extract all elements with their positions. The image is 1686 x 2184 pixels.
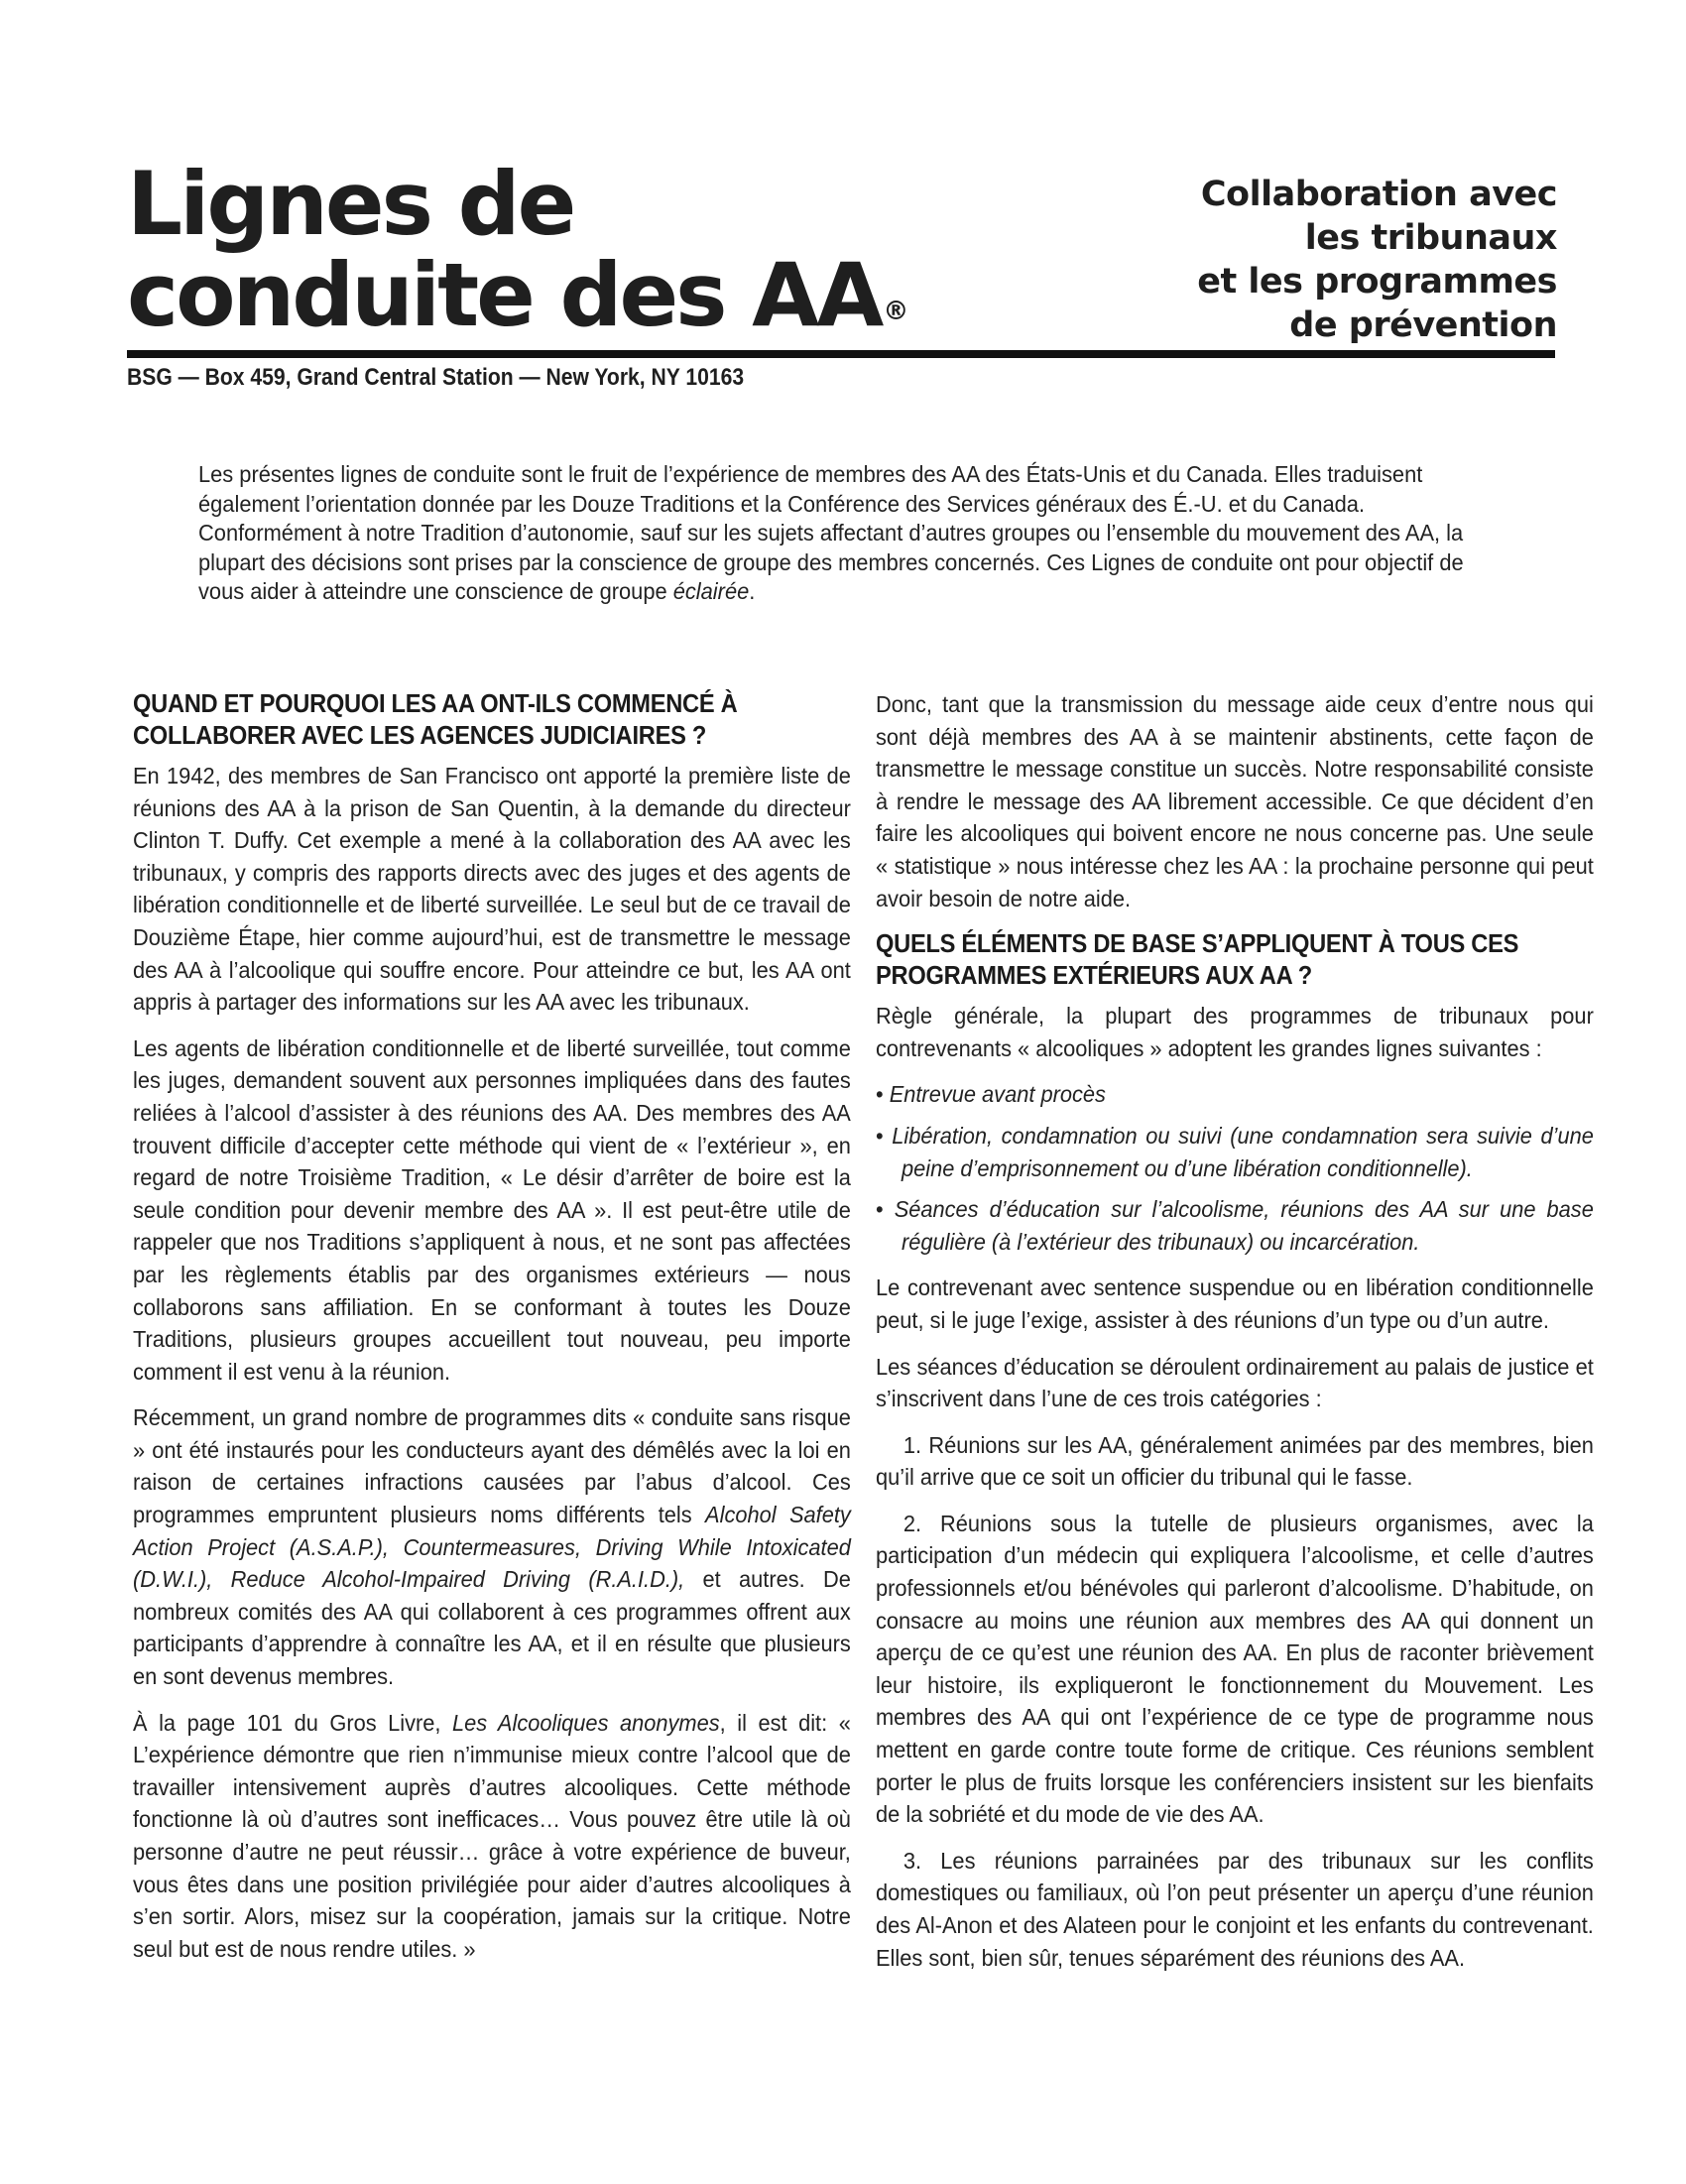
intro-emphasis: éclairée: [672, 578, 750, 604]
paragraph-message-success: Donc, tant que la transmission du message aide ceux d’entre nous qui sont déjà membres des AA à se maintenir abstinents, cette façon de transmettre le message constitue un succès. Notre responsabilité consiste à rendre le message des AA librement accessible. Ce que décident d’en faire les alcooliques qui boivent encore ne nous concerne pas. Une seule « statistique » nous intéresse chez les AA : la prochaine personne qui peut avoir besoin de notre aide.: [876, 691, 1594, 911]
section-heading-when-why: QUAND ET POURQUOI LES AA ONT-ILS COMMENCÉ À COLLABORER AVEC LES AGENCES JUDICIAIRES ?: [133, 690, 738, 750]
numbered-item-3: 3. Les réunions parrainées par des tribunaux sur les conflits domestiques ou familiaux, où l’on peut présenter un aperçu d’une réunion des Al-Anon et des Alateen pour le conjoint et les enfants du contrevenant. Elles sont, bien sûr, tenues séparément des réunions des AA.: [876, 1847, 1594, 1971]
list-item: • Libération, condamnation ou suivi (une condamnation sera suivie d’une peine d’emprisonnement ou d’une libération conditionnelle).: [876, 1120, 1594, 1184]
list-item: • Séances d’éducation sur l’alcoolisme, réunions des AA sur une base régulière (à l’extérieur des tribunaux) ou incarcération.: [876, 1193, 1594, 1258]
list-item: • Entrevue avant procès: [876, 1078, 1594, 1111]
paragraph-general-rule: Règle générale, la plupart des programmes de tribunaux pour contrevenants « alcooliques » adoptent les grandes lignes suivantes :: [876, 1003, 1594, 1061]
numbered-item-1: 1. Réunions sur les AA, généralement animées par des membres, bien qu’il arrive que ce soit un officier du tribunal qui le fasse.: [876, 1431, 1594, 1491]
title-line-1: Lignes de: [127, 153, 574, 255]
paragraph-safe-driving: Récemment, un grand nombre de programmes dits « conduite sans risque » ont été instaurés pour les conducteurs ayant des démêlés avec la loi en raison de certaines infractions causées par l’abus d’alcool. Ces programmes empruntent plusieurs noms différents tels Alcohol Safety Action Project (A.S.A.P.), Countermeasures, Driving While Intoxicated (D.W.I.), Reduce Alcohol-Impaired Driving (R.A.I.D.), et autres. De nombreux comités des AA qui collaborent à ces programmes offrent aux participants d’apprendre à connaître les AA, et il en résulte que plusieurs en sont devenus membres.: [133, 1404, 851, 1690]
document-title: [127, 153, 909, 363]
title-line-2: conduite des AA®: [127, 244, 909, 346]
subtitle-line-3: et les programmes: [1197, 262, 1557, 302]
program-bullet-list: [876, 1078, 1594, 1258]
section-heading-basic-elements: QUELS ÉLÉMENTS DE BASE S’APPLIQUENT À TOUS CES PROGRAMMES EXTÉRIEURS AUX AA ?: [876, 930, 1519, 991]
subtitle-line-1: Collaboration avec: [1200, 175, 1557, 214]
paragraph-offender: Le contrevenant avec sentence suspendue ou en libération conditionnelle peut, si le juge l’exige, assister à des réunions d’un type ou d’un autre.: [876, 1274, 1594, 1333]
header-rule: [127, 350, 1555, 358]
right-column: [876, 688, 1594, 1988]
numbered-item-2: 2. Réunions sous la tutelle de plusieurs organismes, avec la participation d’un médecin qui expliquera l’alcoolisme, et celle d’autres professionnels et/ou bénévoles qui parleront d’alcoolisme. D’habitude, on consacre au moins une réunion aux membres des AA qui donnent un aperçu de ce qu’est une réunion des AA. En plus de raconter brièvement leur histoire, ils expliqueront le fonctionnement du Mouvement. Les membres des AA qui ont l’expérience de ce type de programme nous mettent en garde contre toute forme de critique. Ces réunions semblent porter le plus de fruits lorsque les conférenciers insistent sur les bienfaits de la sobriété et du mode de vie des AA.: [876, 1510, 1594, 1828]
subtitle-line-4: de prévention: [1289, 305, 1557, 345]
subtitle-line-2: les tribunaux: [1304, 218, 1557, 258]
paragraph-education-sessions: Les séances d’éducation se déroulent ordinairement au palais de justice et s’inscrivent dans l’une de ces trois catégories :: [876, 1353, 1594, 1412]
intro-paragraph: Les présentes lignes de conduite sont le fruit de l’expérience de membres des AA des États-Unis et du Canada. Elles traduisent également l’orientation donnée par les Douze Traditions et la Conférence des Services généraux des É.-U. et du Canada. Conformément à notre Tradition d’autonomie, sauf sur les sujets affectant d’autres groupes ou l’ensemble du mouvement des AA, la plupart des décisions sont prises par la conscience de groupe des membres concernés. Ces Lignes de conduite ont pour objectif de vous aider à atteindre une conscience de groupe éclairée.: [198, 461, 1464, 604]
document-subtitle: [1061, 173, 1557, 347]
paragraph-history: En 1942, des membres de San Francisco ont apporté la première liste de réunions des AA à la prison de San Quentin, à la demande du directeur Clinton T. Duffy. Cet exemple a mené à la collaboration des AA avec les tribunaux, y compris des rapports directs avec des juges et des agents de libération conditionnelle et de liberté surveillée. Le seul but de ce travail de Douzième Étape, hier comme aujourd’hui, est de transmettre le message des AA à l’alcoolique qui souffre encore. Pour atteindre ce but, les AA ont appris à partager des informations sur les AA avec les tribunaux.: [133, 763, 851, 1016]
registered-mark: ®: [883, 297, 909, 326]
paragraph-outside-referral: Les agents de libération conditionnelle et de liberté surveillée, tout comme les juges, demandent souvent aux personnes impliquées dans des fautes reliées à l’alcool d’assister à des réunions des AA. Des membres des AA trouvent difficile d’accepter cette méthode qui vient de « l’extérieur », en regard de notre Troisième Tradition, « Le désir d’arrêter de boire est la seule condition pour devenir membre des AA ». Il est peut-être utile de rappeler que nos Traditions s’appliquent à nous, et ne sont pas affectées par les règlements établis par des organismes extérieurs — nous collaborons sans affiliation. En se conformant à toutes les Douze Traditions, plusieurs groupes accueillent tout nouveau, peu importe comment il est venu à la réunion.: [133, 1034, 851, 1385]
left-column: [133, 688, 851, 1979]
office-address: BSG — Box 459, Grand Central Station — New York, NY 10163: [127, 364, 745, 391]
paragraph-big-book: À la page 101 du Gros Livre, Les Alcooliques anonymes, il est dit: « L’expérience démontre que rien n’immunise mieux contre l’alcool que de travailler intensivement auprès d’autres alcooliques. Cette méthode fonctionne là où d’autres sont inefficaces… Vous pouvez être utile là où personne d’autre ne peut réussir… grâce à votre expérience de buveur, vous êtes dans une position privilégiée pour aider d’autres alcooliques à s’en sortir. Alors, misez sur la coopération, jamais sur la critique. Notre seul but est de nous rendre utiles. »: [133, 1709, 851, 1962]
